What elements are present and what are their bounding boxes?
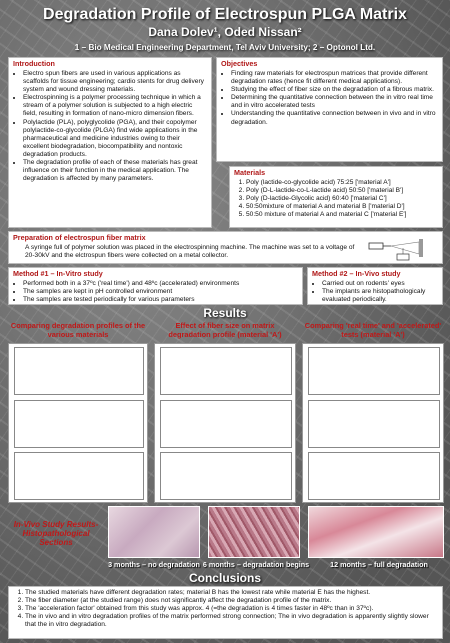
method2-box <box>307 267 443 305</box>
materials-box <box>229 166 443 228</box>
conclusion-item: 2. The fiber diameter (at the studied range) does not significantly affect the degradation profile of the matrix. <box>25 597 438 605</box>
conclusion-item: 3. The 'acceleration factor' obtained from this study was approx. 4 (=the degradation is 4 times faster in 48ºc than in 37ºc). <box>25 605 438 613</box>
caption-12-months: 12 months – full degradation <box>330 560 428 569</box>
conclusion-item: 4. The in vivo and in vitro degradation profiles of the matrix performed strong connection; The in vivo degradation is apparently slightly slower that the in vitro degradation. <box>25 613 438 629</box>
chart-panel-materials <box>8 343 148 503</box>
objective-bullet: • Determining the quantitative connection between the in vitro real time and in vitro accelerated tests <box>231 94 438 110</box>
material-item: 3. Poly (D-lactide-Glycolic acid) 60:40 ['material C'] <box>246 195 438 203</box>
chart-panel-fiber-size <box>154 343 296 503</box>
chart-thumb <box>14 452 144 500</box>
introduction-heading: Introduction <box>13 59 55 68</box>
chart-thumb <box>14 400 144 448</box>
chart-thumb <box>160 400 292 448</box>
results-col3-title: Comparing 'real time' and 'accelerated' tests (material 'A') <box>304 321 442 339</box>
chart-thumb <box>14 347 144 395</box>
poster-title: Degradation Profile of Electrospun PLGA Matrix <box>43 6 407 23</box>
method1-bullet: • The samples are tested periodically for various parameters <box>23 296 298 304</box>
intro-bullet: • The degradation profile of each of these materials has great influence on their function in the medical application. The degradation is affected by many parameters. <box>23 159 207 183</box>
material-item: 4. 50:50mixture of material A and material B ['material D'] <box>246 203 438 211</box>
results-col2-title: Effect of fiber size on matrix degradation profile (material 'A') <box>168 321 282 339</box>
chart-thumb <box>160 347 292 395</box>
preparation-heading: Preparation of electrospun fiber matrix <box>13 233 146 242</box>
chart-thumb <box>308 452 440 500</box>
material-item: 5. 50:50 mixture of material A and material C ['material E'] <box>246 211 438 219</box>
chart-thumb <box>160 452 292 500</box>
invivo-title: In-Vivo Study Results- Histopathological Sections <box>13 520 99 548</box>
conclusion-item: 1. The studied materials have different degradation rates; material B has the lowest rate while material E has the highest. <box>25 589 438 597</box>
chart-thumb <box>308 400 440 448</box>
conclusions-heading: Conclusions <box>188 571 261 585</box>
objective-bullet: • Studying the effect of fiber size on the degradation of a fibrous matrix. <box>231 86 438 94</box>
intro-bullet: • Electrospinning is a polymer processing technique in which a stream of a polymer solution is subjected to a high electric field, resulting in formation of nano-micro dimension fibers. <box>23 94 207 118</box>
caption-6-months: 6 months – degradation begins <box>202 560 310 569</box>
material-item: 2. Poly (D-L-lactide-co-L-lactide acid) 50:50 ['material B'] <box>246 187 438 195</box>
materials-heading: Materials <box>234 168 266 177</box>
caption-3-months: 3 months – no degradation <box>108 560 200 569</box>
objective-bullet: • Finding raw materials for electrospun matrices that provide different degradation rates (hence fit different medical applications). <box>231 70 438 86</box>
histology-image-6-months <box>208 506 300 558</box>
poster-affiliations: 1 – Bio Medical Engineering Department, Tel Aviv University; 2 – Optonol Ltd. <box>74 43 376 52</box>
objective-bullet: • Understanding the quantitative connection between in vivo and in vitro degradation. <box>231 110 438 126</box>
chart-panel-real-vs-accelerated <box>302 343 444 503</box>
intro-bullet: • Electro spun fibers are used in various applications as scaffolds for tissue engineering; cardio stents for drug delivery system and wound dressing materials. <box>23 70 207 94</box>
material-item: 1. Poly (lactide-co-glycolide acid) 75:25 ['material A'] <box>246 179 438 187</box>
histology-image-12-months <box>308 506 444 558</box>
objectives-box <box>216 57 443 162</box>
histology-image-3-months <box>108 506 200 558</box>
method2-bullet: • The implants are histopathologicaly evaluated periodically. <box>322 288 438 304</box>
method2-bullet: • Carried out on rodents' eyes <box>322 280 438 288</box>
preparation-text: A syringe full of polymer solution was placed in the electrospinning machine. The machine was set to a voltage of 20-30kV and the elctrospun fibers were collected on a metal collector. <box>25 243 355 259</box>
method2-heading: Method #2 – In-Vivo study <box>312 269 401 278</box>
preparation-box <box>8 231 443 264</box>
poster-authors: Dana Dolev¹, Oded Nissan² <box>148 25 302 39</box>
chart-thumb <box>308 347 440 395</box>
method1-box <box>8 267 303 305</box>
method1-bullet: • The samples are kept in pH controlled environment <box>23 288 298 296</box>
results-col1-title: Comparing degradation profiles of the various materials <box>10 321 146 339</box>
electrospinning-setup-icon <box>367 234 439 262</box>
results-heading: Results <box>203 306 247 320</box>
method1-bullet: • Performed both in a 37ºc ('real time') and 48ºc (accelerated) environments <box>23 280 298 288</box>
method1-heading: Method #1 – In-Vitro study <box>13 269 103 278</box>
objectives-heading: Objectives <box>221 59 258 68</box>
intro-bullet: • Polylactide (PLA), polyglycolide (PGA), and their copolymer polylactide-co-glycolide (PLGA) find wide applications in the pharmaceutical and medicine industries owing to their excellent biodegradation, biocompatibility and nontoxic degradation products. <box>23 119 207 160</box>
conclusions-box <box>8 586 443 639</box>
introduction-box <box>8 57 212 228</box>
